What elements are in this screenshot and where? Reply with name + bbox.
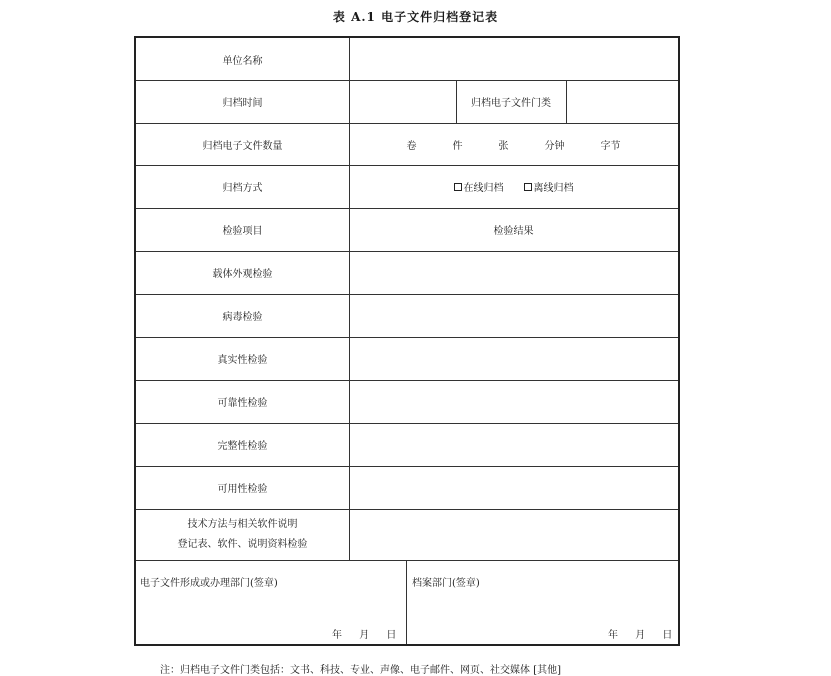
offline-archive-option[interactable] xyxy=(524,179,574,194)
date-day: 日 xyxy=(386,630,397,641)
check-virus: 病毒检验 xyxy=(222,312,263,323)
date-day: 日 xyxy=(662,630,673,641)
row-divider xyxy=(136,560,678,561)
check-result-field[interactable] xyxy=(349,337,678,380)
unit-name-field[interactable] xyxy=(349,38,678,80)
registration-table xyxy=(134,36,680,646)
unit-juan: 卷 xyxy=(406,140,417,152)
check-result-field[interactable] xyxy=(349,380,678,423)
date-year: 年 xyxy=(608,630,618,641)
archive-quantity-field[interactable] xyxy=(349,123,678,165)
checkbox-icon[interactable] xyxy=(454,183,462,191)
online-archive-label: 在线归档 xyxy=(463,183,504,194)
check-result-field[interactable] xyxy=(349,294,678,337)
offline-archive-label: 离线归档 xyxy=(533,183,574,194)
unit-byte: 字节 xyxy=(600,140,621,152)
archive-category-field[interactable] xyxy=(566,80,678,123)
column-divider xyxy=(406,560,407,644)
check-reliability: 可靠性检验 xyxy=(217,398,268,409)
archive-method-label: 归档方式 xyxy=(222,183,263,194)
check-integrity: 完整性检验 xyxy=(217,441,268,452)
archive-time-field[interactable] xyxy=(349,80,456,123)
check-authenticity: 真实性检验 xyxy=(217,355,268,366)
unit-zhang: 张 xyxy=(498,140,509,152)
archive-time-label: 归档时间 xyxy=(222,98,263,109)
forming-dept-signature-label: 电子文件形成或办理部门(签章) xyxy=(140,578,278,589)
archive-dept-signature-label: 档案部门(签章) xyxy=(412,578,480,589)
date-month: 月 xyxy=(635,630,646,641)
unit-jian: 件 xyxy=(452,140,463,152)
table-caption: 表 A.1 电子文件归档登记表 xyxy=(332,10,499,24)
check-usability: 可用性检验 xyxy=(217,484,268,495)
archive-quantity-label: 归档电子文件数量 xyxy=(202,140,283,152)
checkbox-icon[interactable] xyxy=(524,183,532,191)
date-year: 年 xyxy=(332,630,342,641)
tech-method-line2: 登记表、软件、说明资料检验 xyxy=(177,538,308,550)
online-archive-option[interactable] xyxy=(454,179,504,194)
unit-name-label: 单位名称 xyxy=(222,55,263,67)
check-carrier-appearance: 载体外观检验 xyxy=(212,269,273,280)
archive-method-field xyxy=(349,165,678,208)
footnote: 注：归档电子文件门类包括：文书、科技、专业、声像、电子邮件、网页、社交媒体 [其他] xyxy=(160,665,561,676)
tech-method-field[interactable] xyxy=(349,509,678,560)
inspection-result-header: 检验结果 xyxy=(493,226,534,237)
archive-category-label: 归档电子文件门类 xyxy=(471,98,551,109)
tech-method-line1: 技术方法与相关软件说明 xyxy=(187,518,298,530)
check-result-field[interactable] xyxy=(349,466,678,509)
unit-minute: 分钟 xyxy=(544,140,565,152)
archive-dept-date[interactable] xyxy=(594,626,672,641)
check-result-field[interactable] xyxy=(349,423,678,466)
inspection-item-header: 检验项目 xyxy=(222,226,263,237)
check-result-field[interactable] xyxy=(349,251,678,294)
forming-dept-date[interactable] xyxy=(318,626,396,641)
date-month: 月 xyxy=(359,630,370,641)
tech-method-label xyxy=(136,509,349,560)
